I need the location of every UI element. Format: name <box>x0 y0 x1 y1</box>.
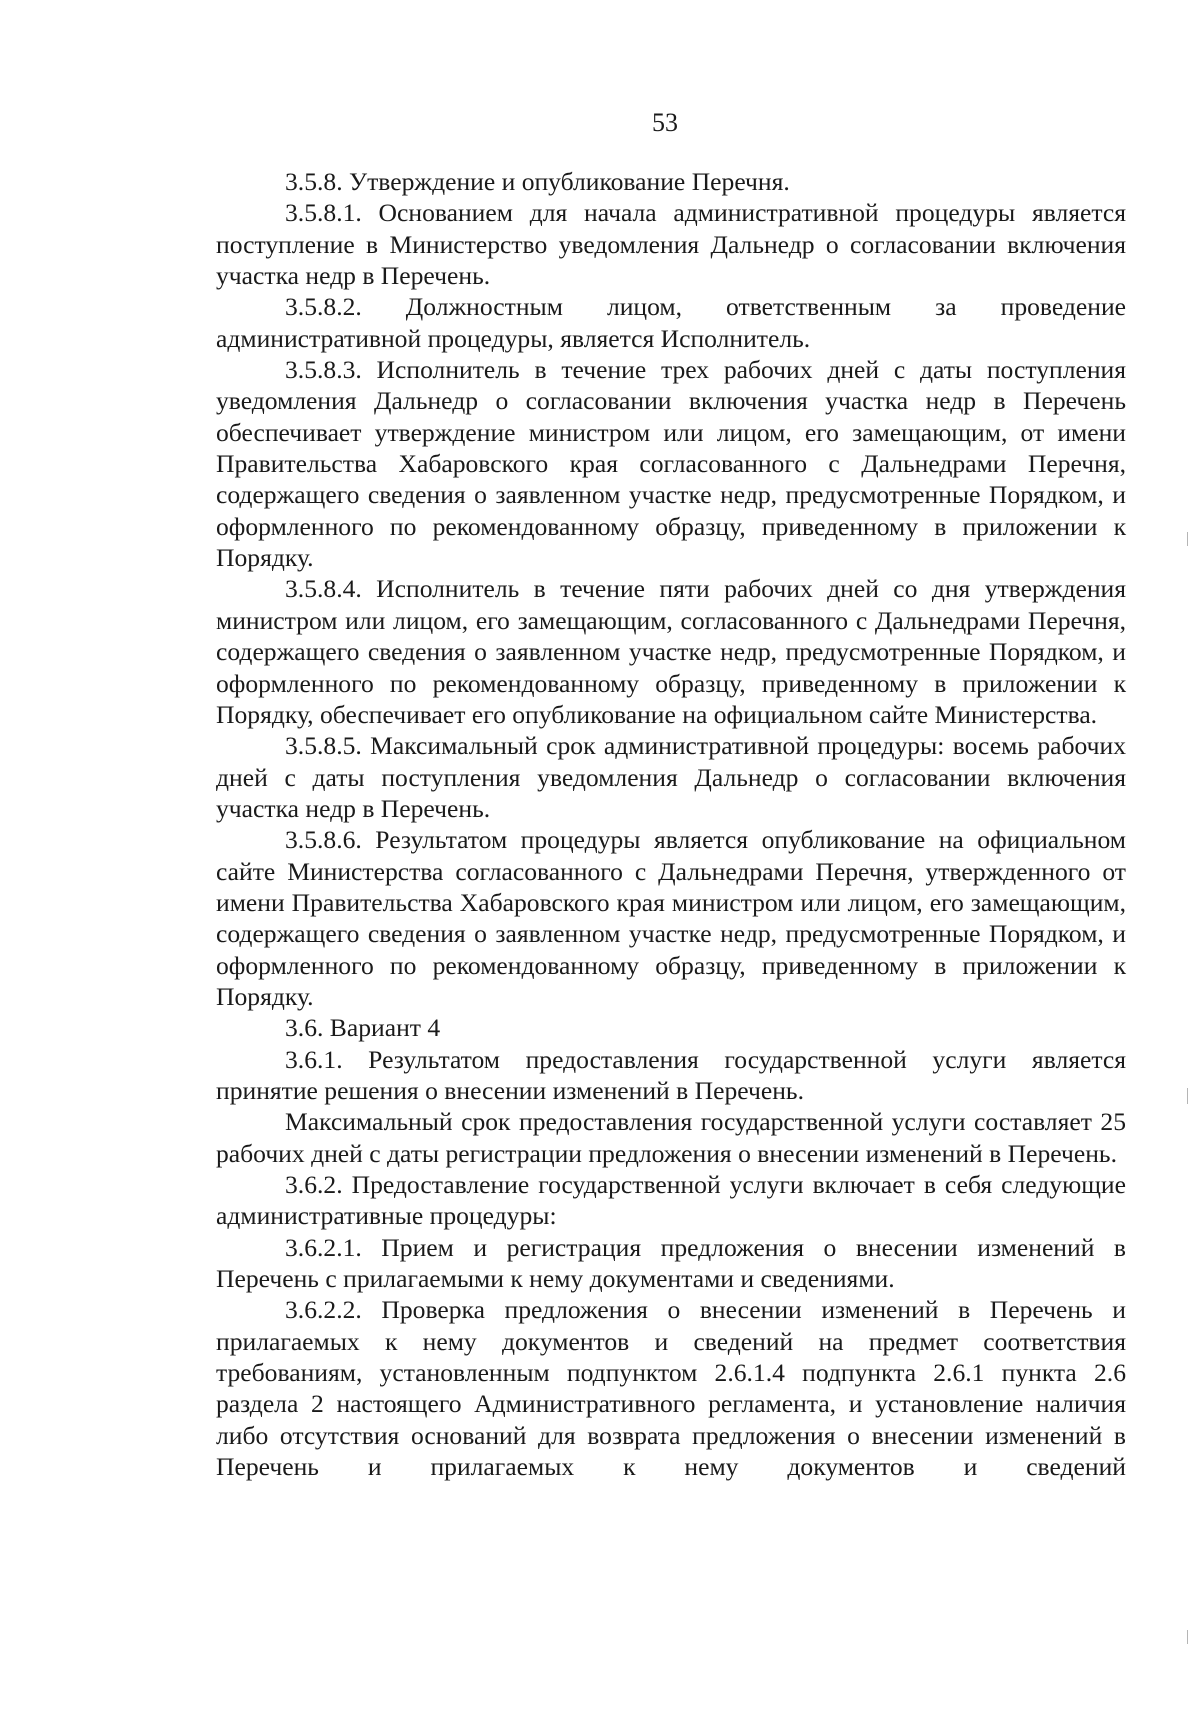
section-heading-3-5-8: 3.5.8. Утверждение и опубликование Перечня. <box>285 167 790 196</box>
paragraph-3-5-8-5: 3.5.8.5. Максимальный срок административной процедуры: восемь рабочих дней с даты поступления уведомления Дальнедр о согласовании включения участка недр в Перечень. <box>216 731 1126 823</box>
paragraph-3-5-8-6: 3.5.8.6. Результатом процедуры является опубликование на официальном сайте Министерства согласованного с Дальнедрами Перечня, утвержденного от имени Правительства Хабаровского края министром или лицом, его замещающим, содержащего сведения о заявленном участке недр, предусмотренные Порядком, и оформленного по рекомендованному образцу, приведенному в приложении к Порядку. <box>216 825 1126 1011</box>
paragraph-3-6-2: 3.6.2. Предоставление государственной услуги включает в себя следующие административные процедуры: <box>216 1170 1126 1231</box>
document-body <box>216 166 1126 1482</box>
page-number: 53 <box>652 108 678 137</box>
scan-artifact-mark <box>1187 532 1188 546</box>
paragraph-3-5-8-4: 3.5.8.4. Исполнитель в течение пяти рабочих дней со дня утверждения министром или лицом, его замещающим, согласованного с Дальнедрами Перечня, содержащего сведения о заявленном участке недр, предусмотренные Порядком, и оформленного по рекомендованному образцу, приведенному в приложении к Порядку, обеспечивает его опубликование на официальном сайте Министерства. <box>216 574 1126 729</box>
scan-artifact-mark <box>1187 1630 1188 1644</box>
paragraph-3-6-2-2: 3.6.2.2. Проверка предложения о внесении изменений в Перечень и прилагаемых к нему документов и сведений на предмет соответствия требованиям, установленным подпунктом 2.6.1.4 подпункта 2.6.1 пункта 2.6 раздела 2 настоящего Административного регламента, и установление наличия либо отсутствия оснований для возврата предложения о внесении изменений в Перечень и прилагаемых к нему документов и сведений <box>216 1295 1126 1482</box>
paragraph-3-6-2-1: 3.6.2.1. Прием и регистрация предложения о внесении изменений в Перечень с прилагаемыми к нему документами и сведениями. <box>216 1232 1126 1294</box>
paragraph-3-5-8-1: 3.5.8.1. Основанием для начала административной процедуры является поступление в Министерство уведомления Дальнедр о согласовании включения участка недр в Перечень. <box>216 198 1126 291</box>
paragraph-max-term: Максимальный срок предоставления государственной услуги составляет 25 рабочих дней с даты регистрации предложения о внесении изменений в Перечень. <box>216 1107 1126 1168</box>
section-heading-3-6: 3.6. Вариант 4 <box>285 1013 441 1043</box>
paragraph-3-6-1: 3.6.1. Результатом предоставления государственной услуги является принятие решения о внесении изменений в Перечень. <box>216 1044 1126 1105</box>
paragraph-3-5-8-3: 3.5.8.3. Исполнитель в течение трех рабочих дней с даты поступления уведомления Дальнедр о согласовании включения участка недр в Перечень обеспечивает утверждение министром или лицом, его замещающим, от имени Правительства Хабаровского края согласованного с Дальнедрами Перечня, содержащего сведения о заявленном участке недр, предусмотренные Порядком, и оформленного по рекомендованному образцу, приведенному в приложении к Порядку. <box>216 355 1126 573</box>
scan-artifact-mark <box>1187 1088 1188 1104</box>
paragraph-3-5-8-2: 3.5.8.2. Должностным лицом, ответственным за проведение административной процедуры, является Исполнитель. <box>216 292 1126 353</box>
